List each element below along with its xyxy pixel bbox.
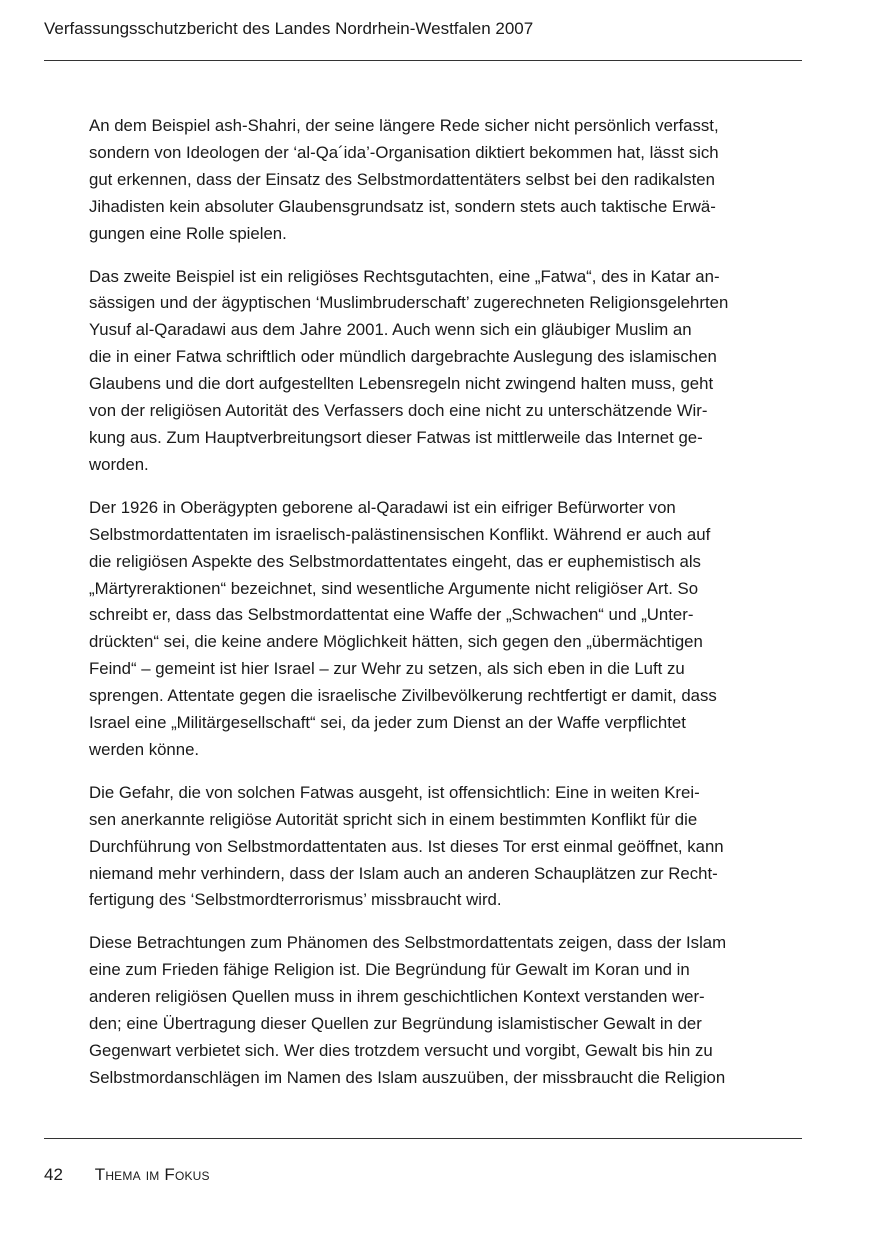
text-line: Selbstmordanschlägen im Namen des Islam auszuüben, der missbraucht die Religion — [89, 1067, 726, 1087]
text-line: Diese Betrachtungen zum Phänomen des Selbstmordattentats zeigen, dass der Islam — [89, 933, 727, 953]
text-line: sprengen. Attentate gegen die israelische Zivilbevölkerung rechtfertigt er damit, dass — [89, 686, 717, 706]
text-line: den; eine Übertragung dieser Quellen zur Begründung islamistischer Gewalt in der — [89, 1014, 702, 1034]
text-line: Israel eine „Militärgesellschaft“ sei, da jeder zum Dienst an der Waffe verpflichtet — [89, 713, 686, 733]
text-line: sondern von Ideologen der ‘al-Qa´ida’-Organisation diktiert bekommen hat, lässt sich — [89, 142, 719, 162]
text-line: kung aus. Zum Hauptverbreitungsort dieser Fatwas ist mittlerweile das Internet ge- — [89, 427, 703, 447]
text-line: gut erkennen, dass der Einsatz des Selbstmordattentäters selbst bei den radikalsten — [89, 169, 715, 189]
paragraph-2 — [89, 264, 805, 479]
paragraph-4 — [89, 780, 805, 915]
running-header-title: Verfassungsschutzbericht des Landes Nordrhein-Westfalen 2007 — [44, 19, 534, 38]
section-label: Thema im Fokus — [94, 1165, 210, 1184]
text-line: von der religiösen Autorität des Verfassers doch eine nicht zu unterschätzende Wir- — [89, 401, 708, 421]
text-line: Das zweite Beispiel ist ein religiöses Rechtsgutachten, eine „Fatwa“, des in Katar an- — [89, 266, 720, 286]
paragraph-1 — [89, 113, 805, 248]
text-line: Die Gefahr, die von solchen Fatwas ausgeht, ist offensichtlich: Eine in weiten Krei- — [89, 782, 700, 802]
text-line: worden. — [89, 454, 149, 474]
text-line: werden könne. — [89, 739, 200, 759]
text-line: An dem Beispiel ash-Shahri, der seine längere Rede sicher nicht persönlich verfasst, — [89, 116, 719, 135]
page-number: 42 — [44, 1165, 63, 1184]
header-divider — [44, 60, 802, 61]
text-line: Yusuf al-Qaradawi aus dem Jahre 2001. Auch wenn sich ein gläubiger Muslim an — [89, 320, 692, 340]
text-line: Selbstmordattentaten im israelisch-palästinensischen Konflikt. Während er auch auf — [89, 524, 711, 544]
body-text — [89, 113, 805, 1108]
text-line: Durchführung von Selbstmordattentaten aus. Ist dieses Tor erst einmal geöffnet, kann — [89, 836, 724, 856]
text-line: Jihadisten kein absoluter Glaubensgrundsatz ist, sondern stets auch taktische Erwä- — [89, 196, 716, 216]
text-line: sässigen und der ägyptischen ‘Muslimbruderschaft’ zugerechneten Religionsgelehrten — [89, 293, 729, 313]
text-line: Der 1926 in Oberägypten geborene al-Qaradawi ist ein eifriger Befürworter von — [89, 497, 676, 517]
text-line: schreibt er, dass das Selbstmordattentat eine Waffe der „Schwachen“ und „Unter- — [89, 605, 694, 625]
footer-divider — [44, 1138, 802, 1139]
text-line: die in einer Fatwa schriftlich oder mündlich dargebrachte Auslegung des islamischen — [89, 347, 717, 367]
text-line: anderen religiösen Quellen muss in ihrem geschichtlichen Kontext verstanden wer- — [89, 987, 705, 1007]
text-line: Glaubens und die dort aufgestellten Lebensregeln nicht zwingend halten muss, geht — [89, 374, 714, 394]
text-line: niemand mehr verhindern, dass der Islam auch an anderen Schauplätzen zur Recht- — [89, 863, 718, 883]
text-line: die religiösen Aspekte des Selbstmordattentates eingeht, das er euphemistisch als — [89, 551, 701, 571]
text-line: gungen eine Rolle spielen. — [89, 223, 287, 243]
text-line: Feind“ – gemeint ist hier Israel – zur Wehr zu setzen, als sich eben in die Luft zu — [89, 659, 685, 679]
text-line: fertigung des ‘Selbstmordterrorismus’ missbraucht wird. — [89, 890, 502, 910]
text-line: drückten“ sei, die keine andere Möglichkeit hätten, sich gegen den „übermächtigen — [89, 632, 703, 652]
page-footer — [44, 1162, 210, 1188]
text-line: eine zum Frieden fähige Religion ist. Die Begründung für Gewalt im Koran und in — [89, 960, 690, 980]
paragraph-3 — [89, 495, 805, 764]
text-line: Gegenwart verbietet sich. Wer dies trotzdem versucht und vorgibt, Gewalt bis hin zu — [89, 1041, 713, 1060]
paragraph-5 — [89, 930, 805, 1091]
text-line: sen anerkannte religiöse Autorität spricht sich in einem bestimmten Konflikt für die — [89, 809, 698, 829]
text-line: „Märtyreraktionen“ bezeichnet, sind wesentliche Argumente nicht religiöser Art. So — [89, 578, 699, 598]
